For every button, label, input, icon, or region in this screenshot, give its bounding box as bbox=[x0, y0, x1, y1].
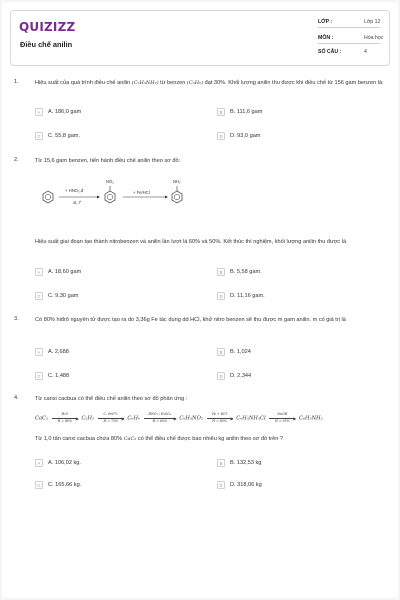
nitro-group-label: NO₂ bbox=[106, 179, 114, 184]
question-number: 1. bbox=[14, 79, 19, 85]
option-text: D. 318,06 kg bbox=[230, 482, 262, 488]
option-a[interactable] bbox=[35, 458, 81, 468]
chain-species: C₆H₅NO₂ bbox=[179, 415, 203, 422]
arrow-reagent: NaOH bbox=[277, 412, 288, 416]
step2-reagent: + Fe/HCl bbox=[133, 190, 150, 195]
step1-reagent: + HNO₃,đ bbox=[65, 188, 84, 193]
question-text: Từ 15,6 gam benzen, tiến hành điều chế anilin theo sơ đồ: bbox=[35, 158, 181, 164]
option-letter-box: B bbox=[217, 268, 225, 276]
option-b[interactable] bbox=[217, 267, 262, 277]
option-c[interactable] bbox=[35, 291, 78, 301]
option-text: B. 5,58 gam. bbox=[230, 269, 262, 275]
chain-species: C₆H₅NH₃Cl bbox=[236, 415, 266, 422]
option-c[interactable] bbox=[35, 371, 69, 381]
option-b[interactable] bbox=[217, 458, 261, 468]
chain-arrow: H₂O ▶ H = 80% bbox=[52, 413, 78, 423]
meta-count-key: SỐ CÂU : bbox=[318, 49, 342, 55]
question-text bbox=[35, 79, 387, 88]
arrow-reagent: C, 600°C bbox=[103, 412, 118, 416]
option-letter-box: D bbox=[217, 292, 225, 300]
amino-group-label: NH₂ bbox=[173, 179, 181, 184]
arrow-yield: H = 95% bbox=[275, 419, 290, 423]
benzene-ring-icon bbox=[43, 191, 53, 203]
option-text: C. 1,488 bbox=[48, 373, 70, 379]
aniline-icon bbox=[172, 186, 182, 203]
chain-arrow: NaOH ▶ H = 95% bbox=[269, 413, 295, 423]
option-text: A. 2,688 bbox=[48, 349, 69, 355]
arrow-yield: H = 75% bbox=[103, 419, 119, 423]
option-c[interactable] bbox=[35, 131, 80, 141]
option-b[interactable] bbox=[217, 107, 262, 117]
question-text-part: Từ 1,0 tấn canxi cacbua chứa 80% bbox=[35, 436, 123, 442]
option-letter-box: D bbox=[217, 132, 225, 140]
question-text-part: Hiệu suất của quá trình điều chế anilin bbox=[35, 80, 131, 86]
option-letter-box: C bbox=[35, 292, 43, 300]
arrow-yield: H = 60% bbox=[152, 419, 167, 423]
question-text: Có 80% hiđrô nguyên tử được tạo ra do 3,36g Fe tác dụng dd HCl, khử nitro benzen sẽ thu được m gam anilin. m có giá trị là bbox=[35, 317, 346, 323]
chain-species: C₂H₂ bbox=[81, 415, 95, 422]
worksheet-page bbox=[2, 2, 398, 598]
meta-class-key: LỚP : bbox=[318, 19, 333, 25]
option-letter-box: D bbox=[217, 372, 225, 380]
option-text: A. 186,0 gam bbox=[48, 109, 82, 115]
chain-species: CaC₂ bbox=[35, 415, 49, 422]
question-text: Từ canxi cacbua có thể điều chế anilin theo sơ đồ phản ứng : bbox=[35, 396, 188, 402]
option-a[interactable] bbox=[35, 347, 69, 357]
option-letter-box: C bbox=[35, 132, 43, 140]
option-letter-box: A bbox=[35, 268, 43, 276]
meta-subject-value: Hóa học bbox=[364, 35, 384, 41]
meta-count-value: 4 bbox=[364, 49, 367, 55]
option-text: C. 165,66 kg. bbox=[48, 482, 82, 488]
worksheet-title: Điều chế anilin bbox=[20, 40, 73, 49]
step1-condition: xt, t° bbox=[73, 200, 82, 205]
option-text: D. 11,16 gam. bbox=[230, 293, 265, 299]
formula-benzene: (C₆H₆) bbox=[186, 80, 204, 86]
option-d[interactable] bbox=[217, 131, 260, 141]
option-a[interactable] bbox=[35, 107, 81, 117]
question-number: 4. bbox=[14, 395, 19, 401]
reaction-scheme-diagram bbox=[35, 175, 255, 215]
meta-divider bbox=[318, 43, 380, 44]
option-letter-box: B bbox=[217, 459, 225, 467]
option-letter-box: D bbox=[217, 481, 225, 489]
option-text: B. 1,024 bbox=[230, 349, 251, 355]
option-text: B. 111,6 gam bbox=[230, 109, 263, 115]
quizizz-logo: QUIZIZZ bbox=[19, 20, 76, 34]
arrow-yield: H = 80% bbox=[57, 419, 73, 423]
option-c[interactable] bbox=[35, 480, 81, 490]
meta-class-value: Lớp 12 bbox=[364, 19, 381, 25]
formula-calcium-carbide: CaC₂ bbox=[123, 436, 137, 442]
question-text-part: có thể điều chế được bao nhiêu kg anilin theo sơ đồ trên ? bbox=[137, 436, 283, 442]
formula-aniline: (C₆H₅NH₂) bbox=[131, 80, 159, 86]
question-number: 2. bbox=[14, 157, 19, 163]
option-text: C. 9,30 gam bbox=[48, 293, 79, 299]
option-letter-box: C bbox=[35, 372, 43, 380]
chain-species: C₆H₆ bbox=[127, 415, 141, 422]
arrow-head bbox=[165, 196, 168, 199]
option-a[interactable] bbox=[35, 267, 81, 277]
chain-arrow: C, 600°C ▶ H = 75% bbox=[98, 413, 124, 423]
arrow-reagent: Fe + HCl bbox=[212, 412, 227, 416]
chain-arrow: Fe + HCl ▶ H = 80% bbox=[207, 413, 233, 423]
reaction-chain bbox=[35, 413, 323, 423]
option-text: D. 93,0 gam bbox=[230, 133, 261, 139]
arrow-yield: H = 80% bbox=[212, 419, 227, 423]
meta-divider bbox=[318, 27, 380, 28]
option-letter-box: B bbox=[217, 108, 225, 116]
chain-arrow: HNO₃ / H₂SO₄ ▶ H = 60% bbox=[144, 413, 176, 423]
question-text-part: từ benzen bbox=[160, 80, 186, 86]
option-letter-box: C bbox=[35, 481, 43, 489]
option-d[interactable] bbox=[217, 480, 262, 490]
chain-species: C₆H₅NH₂ bbox=[298, 415, 323, 422]
option-letter-box: A bbox=[35, 108, 43, 116]
meta-subject-key: MÔN : bbox=[318, 35, 334, 41]
option-b[interactable] bbox=[217, 347, 251, 357]
option-d[interactable] bbox=[217, 371, 251, 381]
option-letter-box: B bbox=[217, 348, 225, 356]
reaction-scheme bbox=[2, 175, 398, 215]
option-letter-box: A bbox=[35, 348, 43, 356]
option-letter-box: A bbox=[35, 459, 43, 467]
question-text-continued: Hiệu suất giai đoạn tạo thành nitrobenzen và anilin lần lượt là 60% và 50%. Kết thúc thí nghiệm, khối lượng anilin thu được là bbox=[35, 239, 347, 245]
option-text: B. 132,53 kg bbox=[230, 460, 262, 466]
question-text-part: đạt 30%. Khối lượng anilin thu được khi điều chế từ 156 gam benzen là: bbox=[204, 80, 384, 86]
question-number: 3. bbox=[14, 316, 19, 322]
option-text: A. 106,02 kg. bbox=[48, 460, 81, 466]
option-d[interactable] bbox=[217, 291, 265, 301]
arrow-reagent: H₂O bbox=[61, 412, 69, 416]
question-text-continued bbox=[35, 435, 387, 444]
arrow-reagent: HNO₃ / H₂SO₄ bbox=[148, 412, 172, 416]
nitrobenzene-icon bbox=[105, 186, 115, 203]
option-text: C. 55,8 gam. bbox=[48, 133, 81, 139]
arrow-head bbox=[97, 196, 100, 199]
option-text: A. 18,60 gam bbox=[48, 269, 82, 275]
option-text: D. 2,344 bbox=[230, 373, 252, 379]
